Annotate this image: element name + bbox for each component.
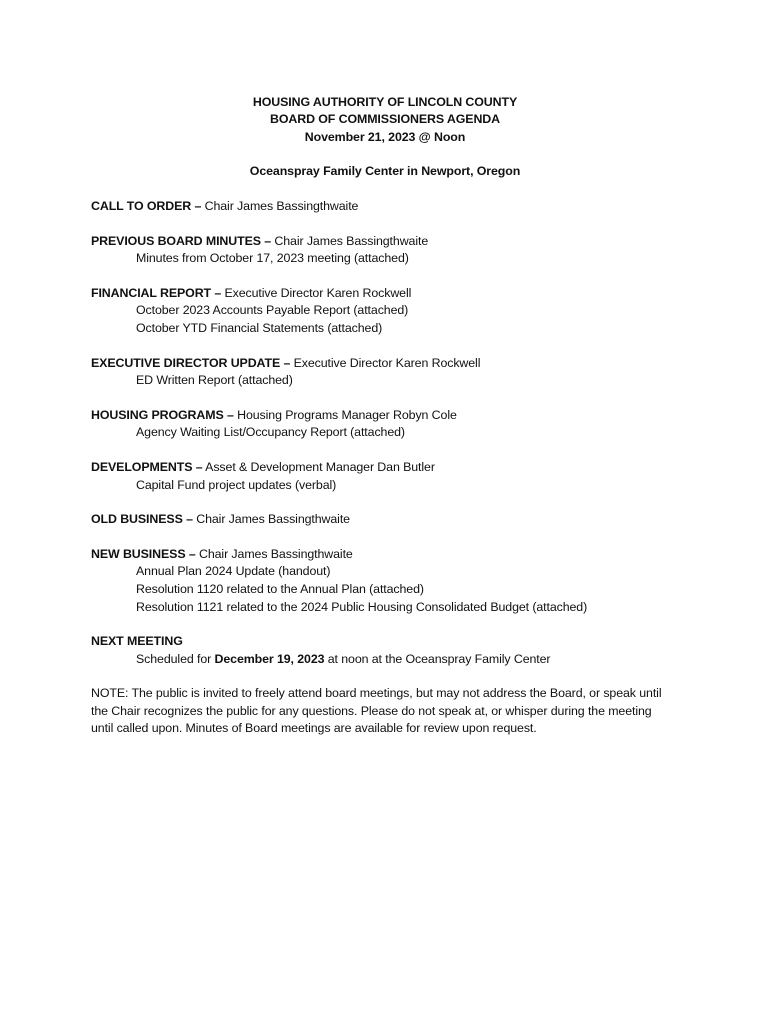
next-meeting-prefix: Scheduled for — [136, 651, 215, 666]
section-presenter: Chair James Bassingthwaite — [195, 546, 353, 561]
section-presenter: Executive Director Karen Rockwell — [221, 285, 412, 300]
section-developments — [91, 459, 711, 494]
next-meeting-date: December 19, 2023 — [214, 651, 325, 666]
section-financial-report — [91, 285, 711, 338]
agenda-item: Resolution 1121 related to the 2024 Public Housing Consolidated Budget (attached) — [136, 599, 588, 614]
agenda-item: October 2023 Accounts Payable Report (attached) — [136, 303, 409, 318]
section-new-business — [91, 546, 711, 616]
meeting-venue: Oceanspray Family Center in Newport, Oregon — [249, 164, 521, 179]
section-heading — [91, 407, 711, 425]
section-label: OLD BUSINESS – — [91, 512, 193, 527]
next-meeting-suffix: at noon at the Oceanspray Family Center — [324, 651, 551, 666]
section-next-meeting — [91, 633, 711, 668]
public-note: NOTE: The public is invited to freely attend board meetings, but may not address the Board, or speak until the Chair recognizes the public for any questions. Please do not speak at, or whisper during the meeting until called upon. Minutes of Board meetings are available for review upon request. — [91, 686, 662, 736]
section-previous-board-minutes — [91, 233, 711, 268]
agenda-item: Capital Fund project updates (verbal) — [136, 477, 337, 492]
board-title: BOARD OF COMMISSIONERS AGENDA — [269, 112, 500, 127]
section-heading — [91, 546, 711, 564]
agenda-item: Agency Waiting List/Occupancy Report (attached) — [136, 425, 405, 440]
section-label: DEVELOPMENTS – — [91, 459, 203, 474]
next-meeting-details — [91, 651, 711, 669]
meeting-date: November 21, 2023 @ Noon — [304, 129, 466, 144]
section-heading — [91, 511, 711, 529]
section-presenter: Chair James Bassingthwaite — [271, 233, 429, 248]
section-label: CALL TO ORDER – — [91, 199, 202, 213]
agenda-item: October YTD Financial Statements (attached) — [136, 320, 383, 335]
section-presenter: Chair James Bassingthwaite — [192, 512, 350, 527]
section-old-business — [91, 511, 711, 529]
section-presenter: Chair James Bassingthwaite — [201, 199, 359, 213]
section-heading — [91, 355, 711, 373]
agenda-item: Annual Plan 2024 Update (handout) — [136, 564, 331, 579]
section-label: NEW BUSINESS – — [91, 546, 196, 561]
organization-title: HOUSING AUTHORITY OF LINCOLN COUNTY — [252, 95, 518, 109]
section-heading — [91, 198, 711, 216]
section-executive-director-update — [91, 355, 711, 390]
agenda-item: Resolution 1120 related to the Annual Plan (attached) — [136, 581, 424, 596]
section-presenter: Asset & Development Manager Dan Butler — [202, 459, 435, 474]
section-heading — [91, 233, 711, 251]
section-housing-programs — [91, 407, 711, 442]
agenda-item: Minutes from October 17, 2023 meeting (attached) — [136, 251, 409, 266]
section-label: NEXT MEETING — [91, 634, 183, 649]
section-heading — [91, 459, 711, 477]
section-heading — [91, 633, 711, 651]
section-label: HOUSING PROGRAMS – — [91, 407, 234, 422]
section-heading — [91, 285, 711, 303]
section-presenter: Executive Director Karen Rockwell — [290, 355, 481, 370]
agenda-body — [91, 198, 711, 738]
section-label: EXECUTIVE DIRECTOR UPDATE – — [91, 355, 291, 370]
agenda-item: ED Written Report (attached) — [136, 373, 293, 388]
section-label: PREVIOUS BOARD MINUTES – — [91, 233, 272, 248]
section-call-to-order — [91, 198, 711, 216]
agenda-header — [0, 94, 770, 181]
section-presenter: Housing Programs Manager Robyn Cole — [233, 407, 457, 422]
section-label: FINANCIAL REPORT – — [91, 285, 222, 300]
